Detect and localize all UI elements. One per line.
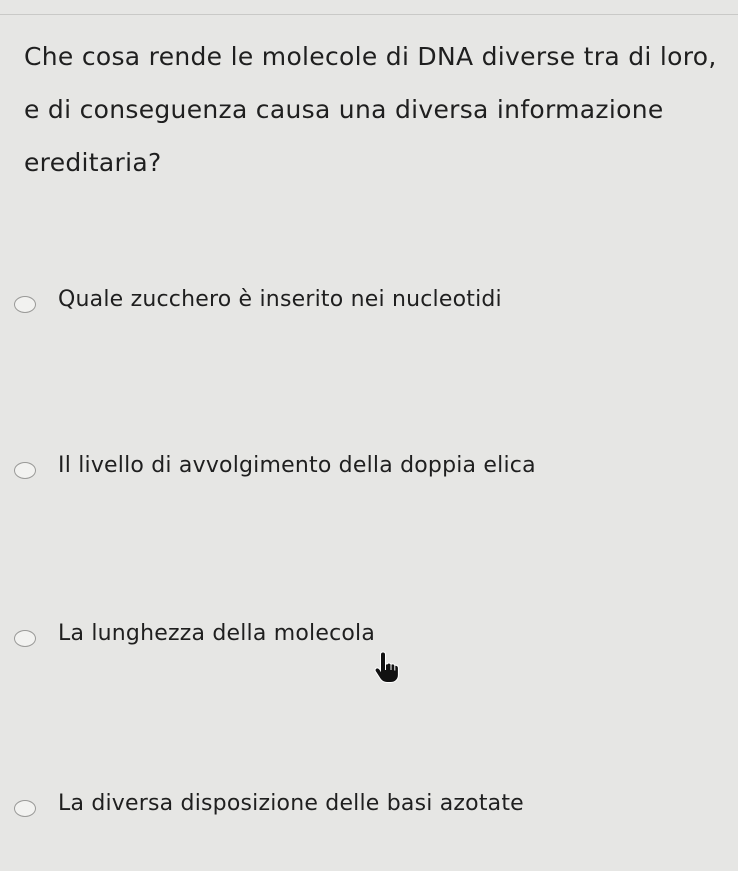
answer-option-3[interactable] — [14, 620, 375, 647]
answer-option-4[interactable] — [14, 790, 524, 817]
hand-pointer-icon — [372, 650, 402, 684]
radio-button-2[interactable] — [14, 462, 36, 479]
top-divider — [0, 14, 738, 15]
answer-option-label: La diversa disposizione delle basi azotate — [58, 791, 524, 816]
answer-option-label: La lunghezza della molecola — [58, 621, 376, 646]
answer-option-label: Quale zucchero è inserito nei nucleotidi — [58, 287, 502, 312]
radio-button-3[interactable] — [14, 630, 36, 647]
answer-option-label: Il livello di avvolgimento della doppia elica — [58, 453, 536, 478]
answer-option-2[interactable] — [14, 452, 536, 479]
radio-button-1[interactable] — [14, 296, 36, 313]
radio-button-4[interactable] — [14, 800, 36, 817]
question-text: Che cosa rende le molecole di DNA diverse tra di loro, e di conseguenza causa una diversa informazione ereditaria? — [24, 42, 717, 177]
answer-option-1[interactable] — [14, 286, 502, 313]
